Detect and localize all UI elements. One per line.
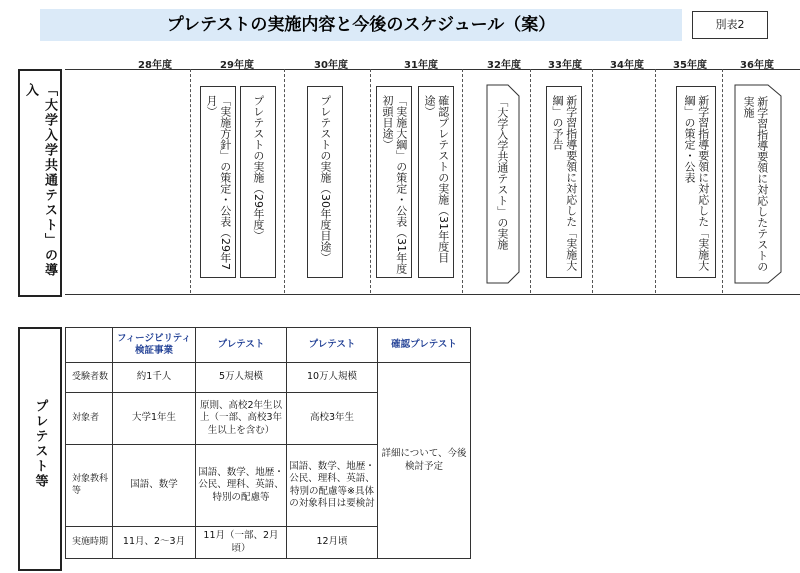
table-corner <box>66 328 113 363</box>
timeline-box <box>307 86 343 278</box>
timeline-box-text: 「実施大綱」の策定・公表（31年度初頭目途） <box>381 95 408 274</box>
table-cell-merged: 詳細について、今後検討予定 <box>378 363 471 559</box>
timeline-box-text: 新学習指導要領に対応した「実施大綱」の策定・公表 <box>683 95 710 271</box>
table-cell: 5万人規模 <box>196 363 287 393</box>
divider <box>655 69 656 293</box>
divider <box>370 69 371 293</box>
table-cell: 高校3年生 <box>287 393 378 445</box>
divider <box>722 69 723 293</box>
page-title: プレテストの実施内容と今後のスケジュール（案） <box>166 15 556 35</box>
year-35: 35年度 <box>673 60 707 71</box>
table-cell: 約1千人 <box>113 363 196 393</box>
table-cell: 11月（一部、2月頃） <box>196 527 287 559</box>
timeline-box <box>418 86 454 278</box>
table-cell: 原則、高校2年生以上（一部、高校3年生以上を含む） <box>196 393 287 445</box>
divider <box>530 69 531 293</box>
table-cell: 10万人規模 <box>287 363 378 393</box>
table-cell: 国語、数学、地歴・公民、理科、英語、特別の配慮等 <box>196 445 287 527</box>
table-cell: 国語、数学、地歴・公民、理科、英語、特別の配慮等※具体の対象科目は要検討 <box>287 445 378 527</box>
row-header: 実施時期 <box>66 527 113 559</box>
timeline-box-text: 「実施方針」の策定・公表（29年7月） <box>205 95 232 270</box>
year-36: 36年度 <box>740 60 774 71</box>
year-33: 33年度 <box>548 60 582 71</box>
timeline-box-text: 新学習指導要領に対応した「実施大綱」の予告 <box>551 95 578 271</box>
divider <box>462 69 463 293</box>
timeline-box-text: プレテストの実施（30年度目途） <box>318 95 332 263</box>
table-cell: 国語、数学 <box>113 445 196 527</box>
row-label-pretest-text: プレテスト等 <box>32 399 48 489</box>
timeline-box <box>676 86 716 278</box>
timeline-box-text: プレテストの実施（29年度） <box>251 95 265 241</box>
timeline-box <box>376 86 412 278</box>
row-header: 対象教科等 <box>66 445 113 527</box>
row-header: 対象者 <box>66 393 113 445</box>
year-29: 29年度 <box>220 60 254 71</box>
timeline-box <box>546 86 582 278</box>
table-header: 確認プレテスト <box>378 328 471 363</box>
row-label-introduction-text: 「大学入学共通テスト」の導入 <box>23 83 57 278</box>
year-32: 32年度 <box>487 60 521 71</box>
timeline-box-text: 確認プレテストの実施（31年度目途） <box>423 95 450 263</box>
table-header: プレテスト <box>287 328 378 363</box>
table-cell: 大学1年生 <box>113 393 196 445</box>
row-label-pretest <box>18 327 62 571</box>
arrow-box-text-wrap <box>737 96 773 276</box>
divider <box>284 69 285 293</box>
table-row <box>66 363 471 393</box>
timeline-box <box>240 86 276 278</box>
table-cell: 12月頃 <box>287 527 378 559</box>
timeline-box-text: 新学習指導要領に対応したテストの実施 <box>742 96 769 272</box>
year-28: 28年度 <box>138 60 172 71</box>
table-header-row <box>66 328 471 363</box>
year-30: 30年度 <box>314 60 348 71</box>
row-header: 受験者数 <box>66 363 113 393</box>
divider <box>190 69 191 293</box>
year-34: 34年度 <box>610 60 644 71</box>
timeline-box <box>200 86 236 278</box>
divider <box>592 69 593 293</box>
table-cell: 11月、2～3月 <box>113 527 196 559</box>
year-31: 31年度 <box>404 60 438 71</box>
appendix-tag: 別表2 <box>692 11 768 39</box>
row-label-introduction <box>18 69 62 297</box>
pretest-table <box>65 327 471 559</box>
arrow-box-text-wrap <box>490 96 514 276</box>
timeline-box-text: 「大学入学共通テスト」の実施 <box>495 96 509 250</box>
table-header: フィージビリティ検証事業 <box>113 328 196 363</box>
table-header: プレテスト <box>196 328 287 363</box>
